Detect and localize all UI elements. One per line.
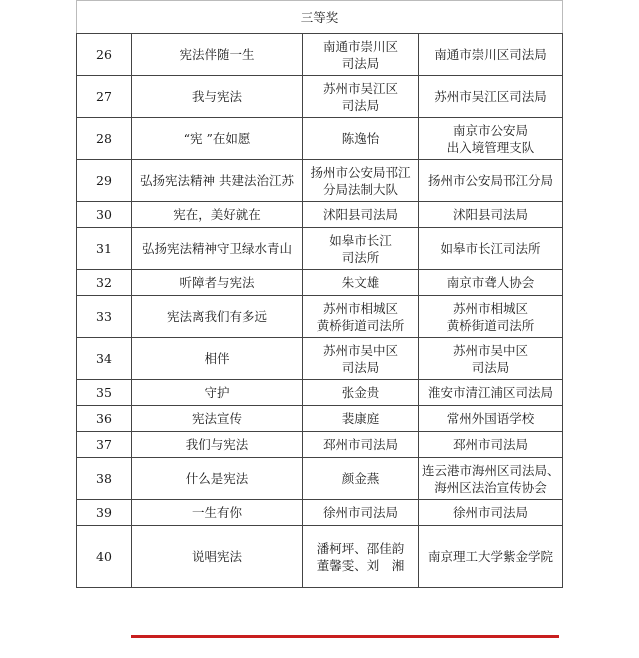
row-number: 36 — [77, 406, 132, 432]
work-title: 弘扬宪法精神 共建法治江苏 — [132, 160, 303, 202]
author-cell-line: 司法局 — [341, 97, 380, 113]
author-cell — [303, 118, 419, 160]
work-title: 说唱宪法 — [132, 526, 303, 588]
work-title: 宪在，美好就在 — [132, 202, 303, 228]
table-row — [77, 338, 563, 380]
author-cell — [303, 296, 419, 338]
unit-cell-line: 邳州市司法局 — [453, 437, 529, 452]
author-cell — [303, 458, 419, 500]
table-row — [77, 458, 563, 500]
author-cell — [303, 500, 419, 526]
unit-cell-line: 海州区法治宣传协会 — [434, 479, 547, 495]
author-cell-line: 苏州市相城区 — [322, 300, 398, 316]
unit-cell-line: 南京理工大学紫金学院 — [428, 549, 554, 564]
table-row — [77, 228, 563, 270]
author-cell-line: 如皋市长江 — [329, 232, 392, 248]
row-number: 32 — [77, 270, 132, 296]
author-cell-line: 黄桥街道司法所 — [316, 317, 405, 333]
section-title: 三等奖 — [77, 1, 563, 34]
author-cell-line: 南通市崇川区 — [322, 38, 398, 54]
author-cell-line: 颜金燕 — [341, 471, 380, 486]
unit-cell-line: 苏州市相城区 — [453, 300, 529, 316]
table-row — [77, 432, 563, 458]
table-row — [77, 380, 563, 406]
author-cell-line: 张金贵 — [341, 385, 380, 400]
author-cell — [303, 380, 419, 406]
unit-cell — [419, 500, 563, 526]
author-cell — [303, 160, 419, 202]
author-cell — [303, 526, 419, 588]
unit-cell — [419, 228, 563, 270]
table-row — [77, 160, 563, 202]
unit-cell — [419, 458, 563, 500]
unit-cell — [419, 34, 563, 76]
work-title: 听障者与宪法 — [132, 270, 303, 296]
table-row — [77, 118, 563, 160]
author-cell-line: 邳州市司法局 — [322, 437, 398, 452]
unit-cell — [419, 432, 563, 458]
author-cell — [303, 34, 419, 76]
author-cell-line: 陈逸怡 — [341, 131, 380, 146]
work-title: 守护 — [132, 380, 303, 406]
table-row — [77, 76, 563, 118]
unit-cell-line: 沭阳县司法局 — [453, 207, 529, 222]
work-title: 一生有你 — [132, 500, 303, 526]
table-row — [77, 34, 563, 76]
table-row — [77, 270, 563, 296]
author-cell-line: 司法局 — [341, 55, 380, 71]
author-cell — [303, 76, 419, 118]
row-number: 34 — [77, 338, 132, 380]
work-title: 我们与宪法 — [132, 432, 303, 458]
author-cell-line: 朱文雄 — [341, 275, 380, 290]
author-cell-line: 司法局 — [341, 359, 380, 375]
author-cell-line: 分局法制大队 — [322, 181, 398, 197]
work-title: 什么是宪法 — [132, 458, 303, 500]
unit-cell-line: 黄桥街道司法所 — [446, 317, 535, 333]
author-cell-line: 徐州市司法局 — [322, 505, 398, 520]
unit-cell-line: 苏州市吴江区司法局 — [434, 89, 547, 104]
author-cell — [303, 338, 419, 380]
work-title: 宪法离我们有多远 — [132, 296, 303, 338]
author-cell-line: 潘柯坪、邵佳韵 — [316, 540, 405, 556]
author-cell-line: 苏州市吴中区 — [322, 342, 398, 358]
unit-cell-line: 南京市聋人协会 — [446, 275, 535, 290]
table-row — [77, 202, 563, 228]
row-number: 38 — [77, 458, 132, 500]
row-number: 26 — [77, 34, 132, 76]
unit-cell-line: 如皋市长江司法所 — [440, 241, 541, 256]
author-cell-line: 董馨雯、刘 湘 — [316, 557, 405, 573]
unit-cell-line: 司法局 — [471, 359, 510, 375]
table-row — [77, 500, 563, 526]
work-title: 宪法伴随一生 — [132, 34, 303, 76]
author-cell — [303, 228, 419, 270]
unit-cell-line: 淮安市清江浦区司法局 — [428, 385, 554, 400]
unit-cell-line: 常州外国语学校 — [446, 411, 535, 426]
row-number: 29 — [77, 160, 132, 202]
row-number: 28 — [77, 118, 132, 160]
red-underline — [131, 635, 559, 638]
unit-cell — [419, 202, 563, 228]
author-cell — [303, 406, 419, 432]
unit-cell — [419, 380, 563, 406]
author-cell — [303, 202, 419, 228]
unit-cell — [419, 526, 563, 588]
unit-cell — [419, 76, 563, 118]
unit-cell-line: 南京市公安局 — [453, 122, 529, 138]
row-number: 33 — [77, 296, 132, 338]
work-title: “宪 ”在如愿 — [132, 118, 303, 160]
table-row — [77, 526, 563, 588]
author-cell-line: 苏州市吴江区 — [322, 80, 398, 96]
unit-cell-line: 苏州市吴中区 — [453, 342, 529, 358]
unit-cell-line: 南通市崇川区司法局 — [434, 47, 547, 62]
author-cell — [303, 270, 419, 296]
unit-cell — [419, 270, 563, 296]
unit-cell-line: 连云港市海州区司法局、 — [422, 462, 560, 478]
unit-cell — [419, 406, 563, 432]
unit-cell-line: 出入境管理支队 — [446, 139, 535, 155]
row-number: 35 — [77, 380, 132, 406]
row-number: 30 — [77, 202, 132, 228]
author-cell — [303, 432, 419, 458]
awards-table — [76, 0, 563, 588]
work-title: 弘扬宪法精神守卫绿水青山 — [132, 228, 303, 270]
unit-cell — [419, 160, 563, 202]
work-title: 宪法宣传 — [132, 406, 303, 432]
section-header-row — [77, 1, 563, 34]
row-number: 37 — [77, 432, 132, 458]
row-number: 40 — [77, 526, 132, 588]
author-cell-line: 扬州市公安局邗江 — [310, 164, 411, 180]
row-number: 39 — [77, 500, 132, 526]
row-number: 31 — [77, 228, 132, 270]
work-title: 相伴 — [132, 338, 303, 380]
unit-cell-line: 徐州市司法局 — [453, 505, 529, 520]
author-cell-line: 沭阳县司法局 — [322, 207, 398, 222]
unit-cell — [419, 296, 563, 338]
table-row — [77, 296, 563, 338]
author-cell-line: 司法所 — [341, 249, 380, 265]
unit-cell — [419, 118, 563, 160]
author-cell-line: 裴康庭 — [341, 411, 380, 426]
table-row — [77, 406, 563, 432]
work-title: 我与宪法 — [132, 76, 303, 118]
row-number: 27 — [77, 76, 132, 118]
unit-cell-line: 扬州市公安局邗江分局 — [428, 173, 554, 188]
unit-cell — [419, 338, 563, 380]
